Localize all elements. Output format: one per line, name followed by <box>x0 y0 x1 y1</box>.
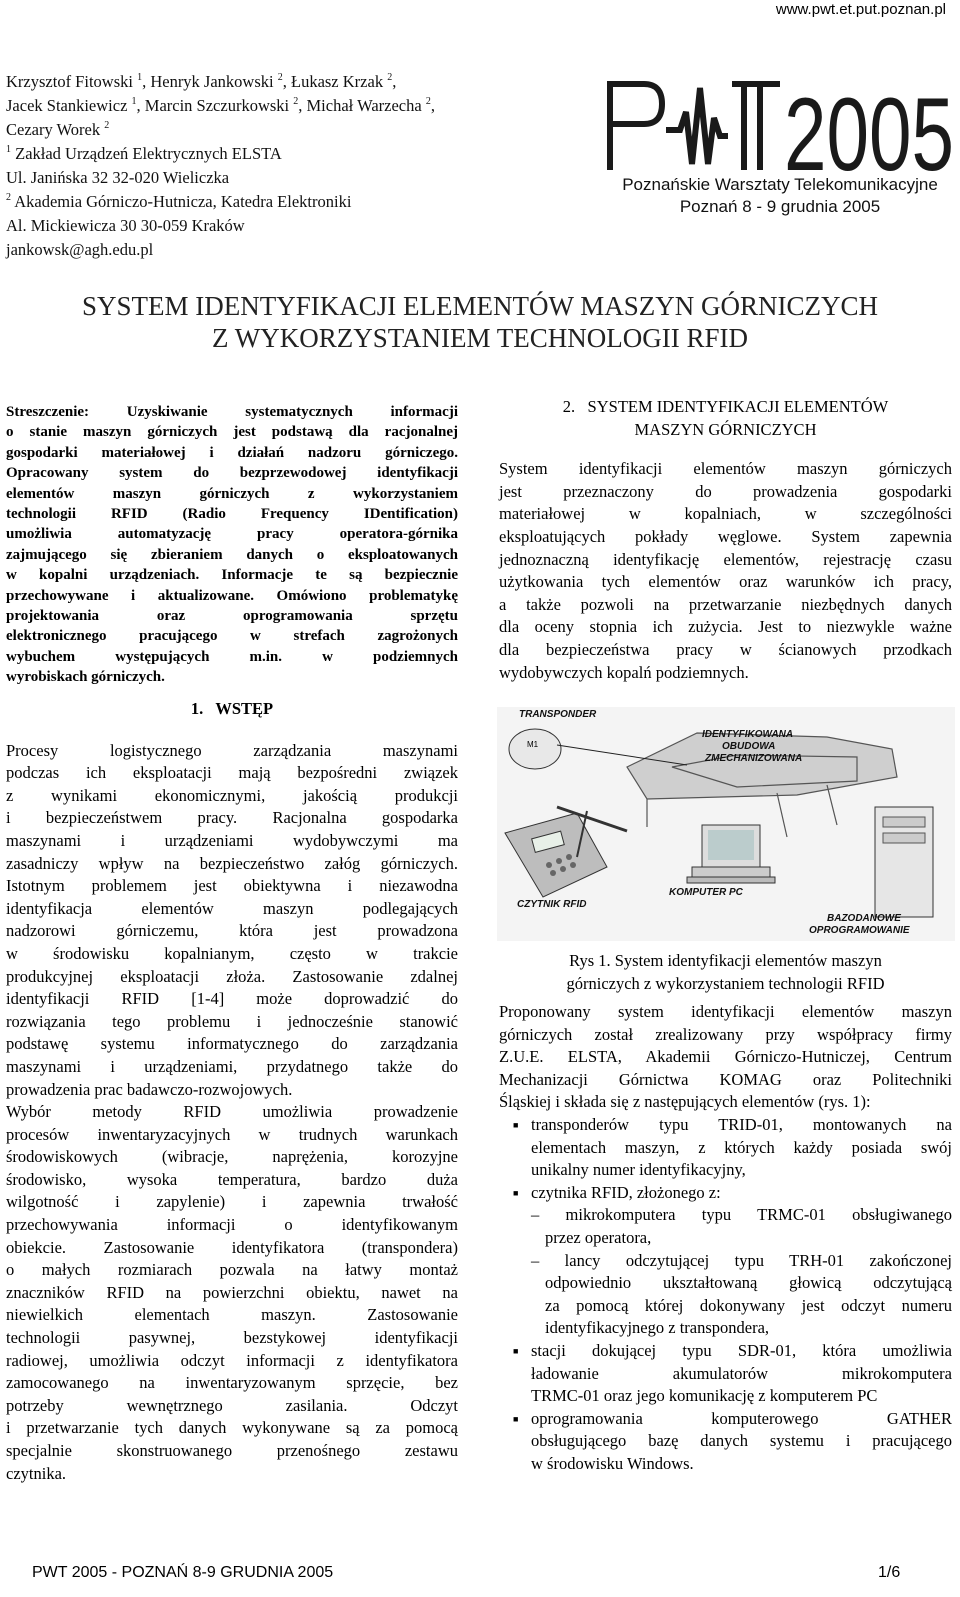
text-line: wilgotność i zapylenie) i zapewnia trwałość <box>6 1192 458 1212</box>
label-db-1: BAZODANOWE <box>827 913 901 924</box>
list-item-line: odpowiednio ukształtowaną głowicą odczytującą <box>545 1273 952 1293</box>
section-2-heading <box>499 396 952 441</box>
figure-caption <box>499 950 952 995</box>
figure-caption-line-1: Rys 1. System identyfikacji elementów maszyn <box>569 951 882 970</box>
text-line: przechowywane i aktualizowane. Omówiono problematykę <box>6 587 458 604</box>
section-2b-text <box>499 1001 952 1114</box>
text-line: Proponowany system identyfikacji elementów maszyn <box>499 1002 952 1021</box>
text-line: górniczych został zrealizowany przy współpracy firmy <box>499 1024 952 1044</box>
text-line: użytkowania tych elementów oraz warunków ich pracy, <box>499 572 952 592</box>
text-line: czytnika. <box>6 1463 67 1483</box>
text-line: umożliwia automatyzację pracy operatora-górnika <box>6 526 458 543</box>
figure-caption-line-2: górniczych z wykorzystaniem technologii RFID <box>566 973 885 993</box>
logo-caption-event: Poznańskie Warsztaty Telekomunikacyjne <box>622 175 938 194</box>
text-line: niewielkich elementach maszyn. Zastosowanie <box>6 1305 458 1325</box>
logo-wave <box>666 88 728 164</box>
text-line: rozwiązania tego problemu i jednocześnie stanowić <box>6 1011 458 1031</box>
section-1 <box>6 698 458 1485</box>
list-item-line: ■ transponderów typu TRID-01, montowanych na <box>531 1114 952 1134</box>
text-line: wybuchem występujących m.in. w podziemnych <box>6 648 458 665</box>
text-line: elementów maszyn górniczych z wykorzystaniem <box>6 485 458 502</box>
text-line: Procesy logistycznego zarządzania maszynami <box>6 740 458 760</box>
footer-page-number: 1/6 <box>878 1564 901 1581</box>
text-line: produkcyjnej eksploatacji złoża. Zastosowanie zdalnej <box>6 966 458 986</box>
text-line: potrzeby wewnętrznego zasilania. Odczyt <box>6 1395 458 1415</box>
list-item <box>499 1114 952 1182</box>
text-line: środowisko, wysoka temperatura, bardzo duża <box>6 1169 458 1189</box>
list-item-line: obsługującego bazę danych systemu i pracującego <box>531 1431 952 1451</box>
section-2 <box>499 396 952 684</box>
text-line: zasadniczy wpływ na bezpieczeństwo załóg górniczych. <box>6 853 458 873</box>
text-line: maszynami i urządzeniami, przydatnego także do <box>6 1056 458 1076</box>
affiliation-2-address: Al. Mickiewicza 30 30-059 Kraków <box>6 216 245 235</box>
text-line: Śląskiej i składa się z następujących elementów (rys. 1): <box>499 1092 871 1112</box>
text-line: w środowisku kopalnianym, często w trakcie <box>6 943 458 963</box>
text-line: i przetwarzanie tych danych wykonywane są za pomocą <box>6 1418 458 1438</box>
site-url[interactable]: www.pwt.et.put.poznan.pl <box>775 1 946 18</box>
text-line: zamocowanego na inwentaryzowanym sprzęcie, bez <box>6 1373 458 1393</box>
text-line: i bezpieczeństwem pracy. Racjonalna gospodarka <box>6 808 458 828</box>
text-line: Wybór metody RFID umożliwia prowadzenie <box>6 1102 458 1122</box>
authors-line-3: Cezary Worek $^2$ <box>6 120 110 139</box>
text-line: Z.U.E. ELSTA, Akademii Górniczo-Hutniczej, Centrum <box>499 1047 952 1067</box>
list-item <box>499 1408 952 1476</box>
author-block <box>6 70 566 262</box>
list-item-line: – lancy odczytującej typu TRH-01 zakończonej <box>531 1250 952 1270</box>
list-item <box>499 1340 952 1408</box>
text-line: elektronicznego pracującego w strefach zagrożonych <box>6 628 458 645</box>
section-2-continued <box>499 1001 952 1475</box>
text-line: z wynikami ekonomicznymi, jakością produkcji <box>6 785 458 805</box>
text-line: wydobywczych kopalń podziemnych. <box>499 662 749 682</box>
list-item-line: ■ oprogramowania komputerowego GATHER <box>531 1408 952 1428</box>
text-line: technologii RFID (Radio Frequency IDentification) <box>6 506 458 523</box>
text-line: o stanie maszyn górniczych jest podstawą dla racjonalnej <box>6 424 458 441</box>
text-line: środowiskowych (wibracje, naprężenia, korozyjne <box>6 1147 458 1167</box>
text-line: gospodarki materiałowej i działań nadzoru górniczego. <box>6 444 458 461</box>
text-line: technologii pasywnej, bezstykowej identyfikacji <box>6 1328 458 1348</box>
server-drawing <box>875 807 933 917</box>
label-transponder: TRANSPONDER <box>519 709 597 720</box>
affiliation-1: $^1$ Zakład Urządzeń Elektrycznych ELSTA <box>6 144 282 163</box>
list-item <box>499 1182 952 1205</box>
section-1-text <box>6 740 458 1486</box>
list-item-line: identyfikacyjnego z transpondera, <box>545 1318 770 1338</box>
text-line: System identyfikacji elementów maszyn górniczych <box>499 459 952 479</box>
list-item-line: TRMC-01 oraz jego komunikację z komputerem PC <box>531 1386 878 1406</box>
logo-caption-date: Poznań 8 - 9 grudnia 2005 <box>679 197 881 216</box>
section-1-heading: 1. WSTĘP <box>190 699 274 718</box>
label-housing-1: IDENTYFIKOWANA <box>702 729 794 740</box>
text-line: maszynami i urządzeniami wydobywczymi ma <box>6 830 458 850</box>
logo-year: 2005 <box>784 78 954 178</box>
list-item-line: w środowisku Windows. <box>531 1453 694 1473</box>
text-line: procesów inwentaryzacyjnych w trudnych warunkach <box>6 1124 458 1144</box>
list-item-line: ■ czytnika RFID, złożonego z: <box>531 1182 721 1202</box>
paper-title <box>0 290 960 354</box>
text-line: znaczników RFID na powierzchni obiektu, nawet na <box>6 1282 458 1302</box>
list-item-line: za pomocą której dokonywany jest odczyt numeru <box>545 1295 952 1315</box>
abstract <box>6 402 458 688</box>
label-housing-3: ZMECHANIZOWANA <box>705 753 803 764</box>
label-pc: KOMPUTER PC <box>669 887 743 898</box>
list-item-line: ■ stacji dokującej typu SDR-01, która umożliwia <box>531 1340 952 1360</box>
section-2-heading-line-2: MASZYN GÓRNICZYCH <box>634 419 817 439</box>
figure-rfid-system <box>497 707 955 941</box>
text-line: wyrobiskach górniczych. <box>6 669 165 686</box>
text-line: o małych rozmiarach pozwala na łatwy montaż <box>6 1260 458 1280</box>
footer-conference: PWT 2005 - POZNAŃ 8-9 GRUDNIA 2005 <box>32 1564 334 1581</box>
transponder-mark: M1 <box>527 740 539 749</box>
text-line: a także pozwoli na przetwarzanie niezbędnych danych <box>499 594 952 614</box>
text-line: podstawę systemu informatycznego do zarządzania <box>6 1034 458 1054</box>
text-line: dla oceny stopnia ich zużycia. Jest to niezwykle ważne <box>499 617 952 637</box>
text-line: Opracowany system do bezprzewodowej identyfikacji <box>6 465 458 482</box>
affiliation-2: $^2$ Akademia Górniczo-Hutnicza, Katedra Elektroniki <box>6 192 352 211</box>
authors-line-2: Jacek Stankiewicz $^1$, Marcin Szczurkowski $^2$, Michał Warzecha $^2$, <box>6 96 435 115</box>
list-item-line: przez operatora, <box>545 1227 652 1247</box>
pwt-logo <box>604 78 956 178</box>
list-item-line: ładowanie akumulatorów mikrokomputera <box>531 1363 952 1383</box>
text-line: podczas ich eksploatacji mają bezpośredni związek <box>6 763 458 783</box>
title-line-2: Z WYKORZYSTANIEM TECHNOLOGII RFID <box>211 323 749 353</box>
section-2-heading-line-1: 2. SYSTEM IDENTYFIKACJI ELEMENTÓW <box>562 397 889 416</box>
text-line: prowadzenia prac badawczo-rozwojowych. <box>6 1079 293 1099</box>
list-item-line: unikalny numer identyfikacyjny, <box>531 1160 746 1180</box>
list-item-line: – mikrokomputera typu TRMC-01 obsługiwanego <box>531 1205 952 1225</box>
component-list <box>499 1114 952 1476</box>
text-line: zajmującego się zbieraniem danych o eksploatowanych <box>6 546 458 563</box>
label-housing-2: OBUDOWA <box>722 741 776 752</box>
list-item-line: elementach maszyn, z których każdy posiada swój <box>531 1137 952 1157</box>
text-line: eksploatujących pokłady węglowe. System zapewnia <box>499 526 952 546</box>
authors-line-1: Krzysztof Fitowski $^1$, Henryk Jankowski $^2$, Łukasz Krzak $^2$, <box>6 72 397 91</box>
sub-list-item <box>499 1204 952 1249</box>
text-line: Istotnym problemem jest obiektywna i niezawodna <box>6 876 458 896</box>
label-reader: CZYTNIK RFID <box>517 899 587 910</box>
logo-letter-t <box>732 84 780 170</box>
title-line-1: SYSTEM IDENTYFIKACJI ELEMENTÓW MASZYN GÓRNICZYCH <box>82 291 878 321</box>
text-line: materiałowej w kopalniach, w szczególności <box>499 504 952 524</box>
affiliation-1-address: Ul. Janińska 32 32-020 Wieliczka <box>6 168 230 187</box>
text-line: jest przeznaczony do prowadzenia gospodarki <box>499 481 952 501</box>
text-line: obiekcie. Zastosowanie identyfikatora (transpondera) <box>6 1237 458 1257</box>
logo-letter-p <box>610 84 662 170</box>
text-line: radiowej, umożliwia odczyt informacji z identyfikatora <box>6 1350 458 1370</box>
text-line: dla bezpieczeństwa pracy w ścianowych przodkach <box>499 639 952 659</box>
email-link[interactable]: jankowsk@agh.edu.pl <box>6 240 154 259</box>
label-db-2: OPROGRAMOWANIE <box>809 925 910 936</box>
text-line: w kopalni urządzeniach. Informacje te są bezpiecznie <box>6 567 458 584</box>
text-line: nadzorowi górniczemu, która jest prowadzona <box>6 921 458 941</box>
text-line: Streszczenie: Uzyskiwanie systematycznych informacji <box>6 404 458 420</box>
text-line: przechowywania informacji o identyfikowanym <box>6 1215 458 1235</box>
text-line: projektowania oraz oprogramowania sprzętu <box>6 608 458 625</box>
sub-list-item <box>499 1250 952 1340</box>
text-line: specjalnie skonstruowanego przenośnego zestawu <box>6 1441 458 1460</box>
text-line: jednoznaczną identyfikację elementów, rejestrację czasu <box>499 549 952 569</box>
section-2-text <box>499 458 952 684</box>
text-line: Mechanizacji Górnictwa KOMAG oraz Politechniki <box>499 1069 952 1089</box>
text-line: identyfikacja elementów maszyn podlegających <box>6 898 458 918</box>
text-line: identyfikacji RFID [1-4] może doprowadzić do <box>6 989 458 1009</box>
